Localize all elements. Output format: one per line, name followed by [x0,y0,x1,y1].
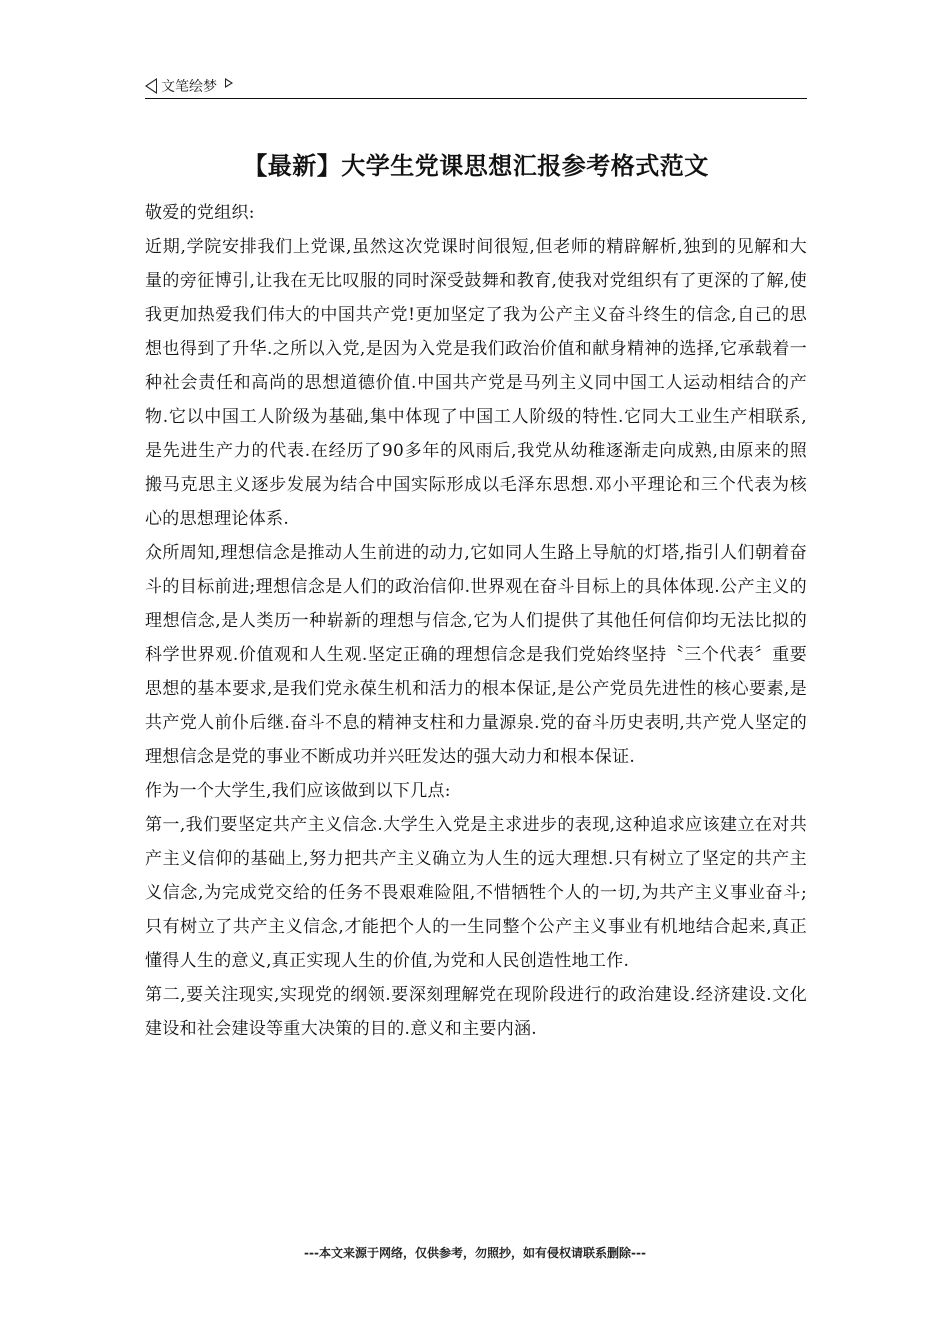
paragraph-5: 第二,要关注现实,实现党的纲领.要深刻理解党在现阶段进行的政治建设.经济建设.文化建设和社会建设等重大决策的目的.意义和主要内涵. [145,985,807,1039]
paragraph-1: 近期,学院安排我们上党课,虽然这次党课时间很短,但老师的精辟解析,独到的见解和大量的旁征博引,让我在无比叹服的同时深受鼓舞和教育,使我对党组织有了更深的了解,使我更加热爱我们伟大的中国共产党!更加坚定了我为公产主义奋斗终生的信念,自己的思想也得到了升华.之所以入党,是因为入党是我们政治价值和献身精神的选择,它承载着一种社会责任和高尚的思想道德价值.中国共产党是马列主义同中国工人运动相结合的产物.它以中国工人阶级为基础,集中体现了中国工人阶级的特性.它同大工业生产相联系,是先进生产力的代表.在经历了90多年的风雨后,我党从幼稚逐渐走向成熟,由原来的照搬马克思主义逐步发展为结合中国实际形成以毛泽东思想.邓小平理论和三个代表为核心的思想理论体系. [145,237,807,529]
paragraph-2: 众所周知,理想信念是推动人生前进的动力,它如同人生路上导航的灯塔,指引人们朝着奋斗的目标前进;理想信念是人们的政治信仰.世界观在奋斗目标上的具体体现.公产主义的理想信念,是人类历一种崭新的理想与信念,它为人们提供了其他任何信仰均无法比拟的科学世界观.价值观和人生观.坚定正确的理想信念是我们党始终坚持〝三个代表〞重要思想的基本要求,是我们党永葆生机和活力的根本保证,是公产党员先进性的核心要素,是共产党人前仆后继.奋斗不息的精神支柱和力量源泉.党的奋斗历史表明,共产党人坚定的理想信念是党的事业不断成功并兴旺发达的强大动力和根本保证. [145,543,807,767]
header-brand: 文笔绘梦 [161,79,217,95]
triangle-left-icon [145,78,157,94]
header-divider [145,98,807,99]
paragraph-3: 作为一个大学生,我们应该做到以下几点: [145,781,451,801]
triangle-right-icon [225,78,233,88]
document-body [145,196,807,1046]
page-header [145,74,805,98]
footer-notice: ---本文来源于网络，仅供参考，勿照抄，如有侵权请联系删除--- [304,1246,646,1260]
salutation: 敬爱的党组织: [145,203,255,223]
paragraph-4: 第一,我们要坚定共产主义信念.大学生入党是主求进步的表现,这种追求应该建立在对共产主义信仰的基础上,努力把共产主义确立为人生的远大理想.只有树立了坚定的共产主义信念,为完成党交给的任务不畏艰难险阻,不惜牺牲个人的一切,为共产主义事业奋斗;只有树立了共产主义信念,才能把个人的一生同整个公产主义事业有机地结合起来,真正懂得人生的意义,真正实现人生的价值,为党和人民创造性地工作. [145,815,807,971]
document-title: 【最新】大学生党课思想汇报参考格式范文 [243,152,709,180]
